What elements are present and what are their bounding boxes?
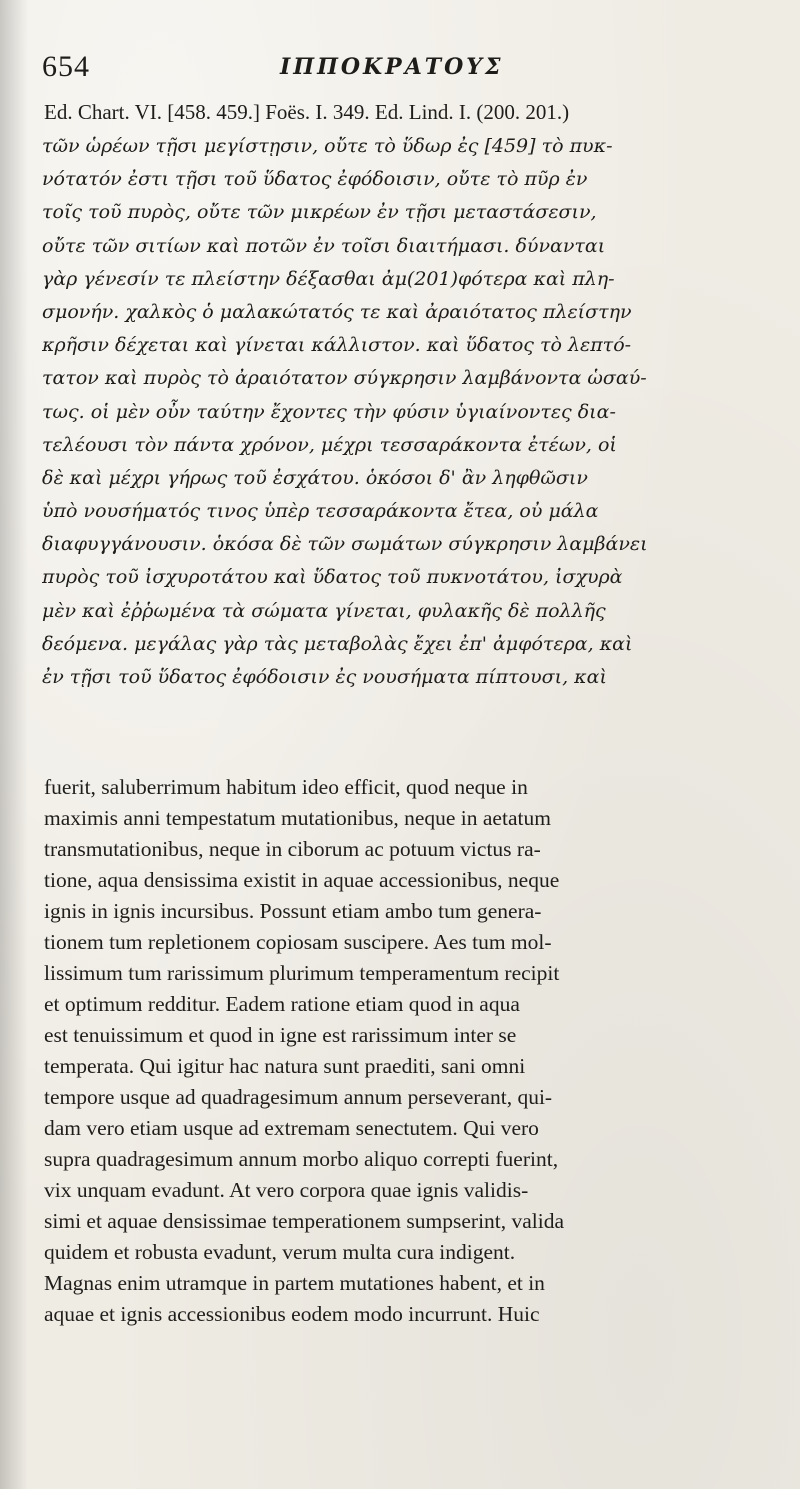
greek-line: σμονήν. χαλκὸς ὁ μαλακώτατός τε καὶ ἀραιότατος πλείστην (42, 300, 632, 323)
latin-line: transmutationibus, neque in ciborum ac potuum victus ra- (44, 837, 541, 861)
latin-line: tione, aqua densissima existit in aquae accessionibus, neque (44, 868, 560, 892)
latin-line: et optimum redditur. Eadem ratione etiam quod in aqua (44, 992, 520, 1016)
latin-line: temperata. Qui igitur hac natura sunt praediti, sani omni (44, 1054, 526, 1078)
greek-line: τοῖς τοῦ πυρὸς, οὔτε τῶν μικρέων ἐν τῇσι μεταστάσεσιν, (42, 201, 597, 224)
greek-line: γὰρ γένεσίν τε πλείστην δέξασθαι ἀμ(201)φότερα καὶ πλη- (42, 267, 615, 290)
greek-text-block (42, 130, 767, 694)
running-head (42, 50, 762, 90)
bleed-through-middle (150, 724, 750, 748)
running-title: ΙΠΠΟΚΡΑΤΟΥΣ (280, 54, 504, 80)
latin-line: fuerit, saluberrimum habitum ideo efficit, quod neque in (44, 775, 528, 799)
greek-line: δὲ καὶ μέχρι γήρως τοῦ ἐσχάτου. ὁκόσοι δ' ἂν ληφθῶσιν (42, 466, 588, 489)
greek-line: διαφυγγάνουσιν. ὁκόσα δὲ τῶν σωμάτων σύγκρησιν λαμβάνει (42, 533, 648, 556)
latin-line: tempore usque ad quadragesimum annum perseverant, qui- (44, 1085, 553, 1109)
latin-line: maximis anni tempestatum mutationibus, neque in aetatum (44, 806, 551, 830)
latin-line: vix unquam evadunt. At vero corpora quae ignis validis- (44, 1178, 529, 1202)
greek-line: μὲν καὶ ἐῤῥωμένα τὰ σώματα γίνεται, φυλακῆς δὲ πολλῆς (42, 599, 606, 622)
greek-line: δεόμενα. μεγάλας γὰρ τὰς μεταβολὰς ἔχει ἐπ' ἀμφότερα, καὶ (42, 632, 633, 655)
edition-reference: Ed. Chart. VI. [458. 459.] Foës. I. 349. Ed. Lind. I. (200. 201.) (44, 100, 570, 124)
latin-line: tionem tum repletionem copiosam suscipere. Aes tum mol- (44, 930, 552, 954)
greek-line: οὔτε τῶν σιτίων καὶ ποτῶν ἐν τοῖσι διαιτήμασι. δύνανται (42, 234, 606, 257)
latin-line: lissimum tum rarissimum plurimum temperamentum recipit (44, 961, 560, 985)
latin-line: ignis in ignis incursibus. Possunt etiam ambo tum genera- (44, 899, 542, 923)
latin-line: supra quadragesimum annum morbo aliquo correpti fuerint, (44, 1147, 559, 1171)
latin-line: est tenuissimum et quod in igne est rarissimum inter se (44, 1023, 517, 1047)
greek-line: τελέουσι τὸν πάντα χρόνον, μέχρι τεσσαράκοντα ἐτέων, οἱ (42, 433, 617, 456)
greek-line: ἐν τῇσι τοῦ ὕδατος ἐφόδοισιν ἐς νουσήματα πίπτουσι, καὶ (42, 666, 607, 688)
greek-line: τως. οἱ μὲν οὖν ταύτην ἔχοντες τὴν φύσιν ὑγιαίνοντες δια- (42, 400, 616, 423)
greek-line: ὑπὸ νουσήματός τινος ὑπὲρ τεσσαράκοντα ἔτεα, οὐ μάλα (42, 500, 599, 523)
greek-line: τατον καὶ πυρὸς τὸ ἀραιότατον σύγκρησιν λαμβάνοντα ὡσαύ- (42, 367, 647, 390)
greek-line: νότατόν ἐστι τῇσι τοῦ ὕδατος ἐφόδοισιν, οὔτε τὸ πῦρ ἐν (42, 168, 588, 191)
latin-line: aquae et ignis accessionibus eodem modo incurrunt. Huic (44, 1302, 540, 1326)
latin-line: dam vero etiam usque ad extremam senectutem. Qui vero (44, 1116, 539, 1140)
greek-line: πυρὸς τοῦ ἰσχυροτάτου καὶ ὕδατος τοῦ πυκνοτάτου, ἰσχυρὰ (42, 566, 623, 589)
latin-line: quidem et robusta evadunt, verum multa cura indigent. (44, 1240, 516, 1264)
latin-line: Magnas enim utramque in partem mutationes habent, et in (44, 1271, 545, 1295)
page-number: 654 (42, 50, 90, 83)
greek-line: τῶν ὡρέων τῇσι μεγίστῃσιν, οὔτε τὸ ὕδωρ ἐς [459] τὸ πυκ- (42, 135, 613, 157)
latin-text-block (44, 772, 768, 1330)
greek-line: κρῆσιν δέχεται καὶ γίνεται κάλλιστον. καὶ ὕδατος τὸ λεπτό- (42, 334, 632, 357)
latin-line: simi et aquae densissimae temperationem sumpserint, valida (44, 1209, 565, 1233)
gutter-shadow (0, 0, 28, 1489)
